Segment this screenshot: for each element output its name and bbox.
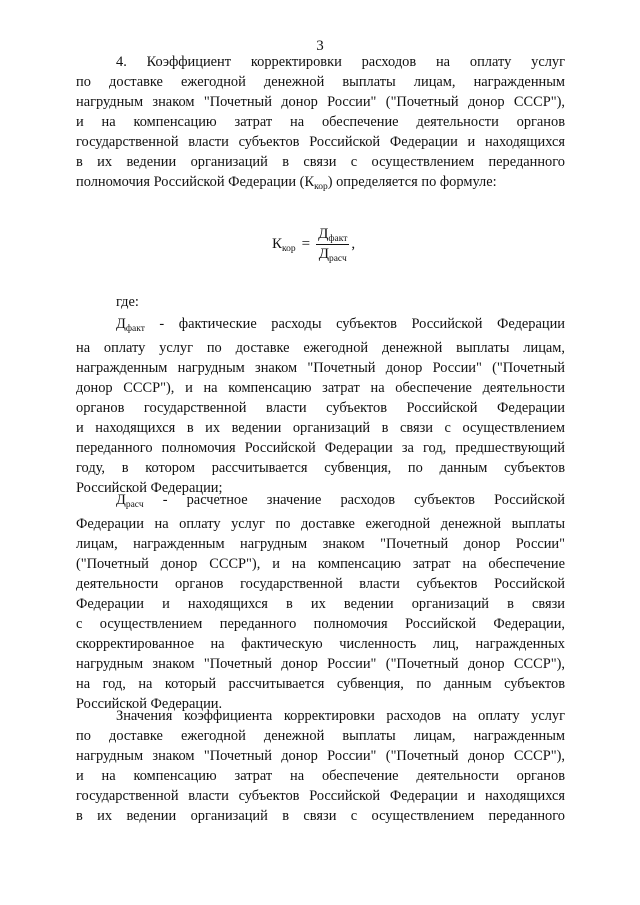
formula-denominator: $Д_{расч}$ bbox=[318, 246, 347, 264]
text-line: в их ведении организаций в связи с осуществлением переданного bbox=[76, 154, 565, 170]
text-line: по доставке ежегодной денежной выплаты лицам, награжденным bbox=[76, 728, 565, 744]
text-line: государственной власти субъектов Российской Федерации и находящихся bbox=[76, 134, 565, 150]
formula-equals: = bbox=[301, 236, 311, 252]
text-line: в их ведении организаций в связи с осуществлением переданного bbox=[76, 808, 565, 824]
text-line: Российской Федерации. bbox=[76, 696, 223, 712]
text-line bbox=[76, 172, 565, 192]
definition-actual-expenses bbox=[76, 314, 565, 498]
paragraph-coefficient-values bbox=[76, 706, 565, 826]
text-line: ("Почетный донор СССР"), и на компенсацию затрат на обеспечение bbox=[76, 556, 565, 572]
formula-numerator: $Д_{факт}$ bbox=[318, 226, 348, 244]
symbol-d-rasch: $Д_{расч}$ bbox=[116, 492, 144, 510]
text-line: с осуществлением переданного полномочия Российской Федерации, bbox=[76, 616, 565, 632]
page-number: 3 bbox=[316, 38, 324, 54]
text-line: лицам, награжденным нагрудным знаком "Почетный донор России" bbox=[76, 536, 565, 552]
where-label bbox=[76, 292, 565, 312]
text-line: Значения коэффициента корректировки расходов на оплату услуг bbox=[116, 708, 565, 724]
text-fragment: полномочия Российской Федерации ( bbox=[76, 174, 305, 190]
text-line: году, в котором рассчитывается субвенция, по данным субъектов bbox=[76, 460, 565, 476]
text-line: 4. Коэффициент корректировки расходов на оплату услуг bbox=[116, 54, 565, 70]
text-line: Федерации на оплату услуг по доставке ежегодной денежной выплаты bbox=[76, 516, 565, 532]
symbol-k: К bbox=[304, 174, 315, 190]
text-line: нагрудным знаком "Почетный донор России" ("Почетный донор СССР"), bbox=[76, 94, 565, 110]
text-line: нагрудным знаком "Почетный донор России" ("Почетный донор СССР"), bbox=[76, 656, 565, 672]
symbol-subscript: кор bbox=[314, 182, 328, 192]
text-line: на год, на который рассчитывается субвенция, по данным субъектов bbox=[76, 676, 565, 692]
formula-comma: , bbox=[351, 236, 356, 252]
formula bbox=[272, 226, 355, 263]
text-fragment: ) определяется по формуле: bbox=[327, 174, 497, 190]
formula-lhs: $К_{кор}$ bbox=[272, 236, 296, 254]
text-line: по доставке ежегодной денежной выплаты лицам, награжденным bbox=[76, 74, 565, 90]
text-line: переданного полномочия Российской Федерации за год, предшествующий bbox=[76, 440, 565, 456]
text-line: Федерации и находящихся в их ведении организаций в связи bbox=[76, 596, 565, 612]
text-line: скорректированное на фактическую численность лиц, награжденных bbox=[76, 636, 565, 652]
text-fragment: - расчетное значение расходов субъектов Российской bbox=[162, 492, 565, 508]
text-line: нагрудным знаком "Почетный донор России" ("Почетный донор СССР"), bbox=[76, 748, 565, 764]
text-line: где: bbox=[116, 294, 139, 310]
text-line: государственной власти субъектов Российской Федерации и находящихся bbox=[76, 788, 565, 804]
formula-fraction bbox=[316, 226, 349, 263]
text-line: деятельности органов государственной власти субъектов Российской bbox=[76, 576, 565, 592]
text-line: Российской Федерации; bbox=[76, 480, 223, 496]
definition-calculated-expenses bbox=[76, 490, 565, 714]
text-line: и находящихся в их ведении организаций в связи с осуществлением bbox=[76, 420, 565, 436]
text-line: органов государственной власти субъектов Российской Федерации bbox=[76, 400, 565, 416]
text-fragment: - фактические расходы субъектов Российской Федерации bbox=[159, 316, 565, 332]
text-line: награжденным нагрудным знаком "Почетный донор России" ("Почетный bbox=[76, 360, 565, 376]
text-line bbox=[76, 490, 565, 510]
text-line: донор СССР"), и на компенсацию затрат на обеспечение деятельности bbox=[76, 380, 565, 396]
text-line: на оплату услуг по доставке ежегодной денежной выплаты лицам, bbox=[76, 340, 565, 356]
text-line: и на компенсацию затрат на обеспечение деятельности органов bbox=[76, 114, 565, 130]
paragraph-coefficient-intro bbox=[76, 52, 565, 192]
text-line: и на компенсацию затрат на обеспечение деятельности органов bbox=[76, 768, 565, 784]
text-line bbox=[76, 314, 565, 334]
symbol-d-fact: $Д_{факт}$ bbox=[116, 316, 145, 334]
